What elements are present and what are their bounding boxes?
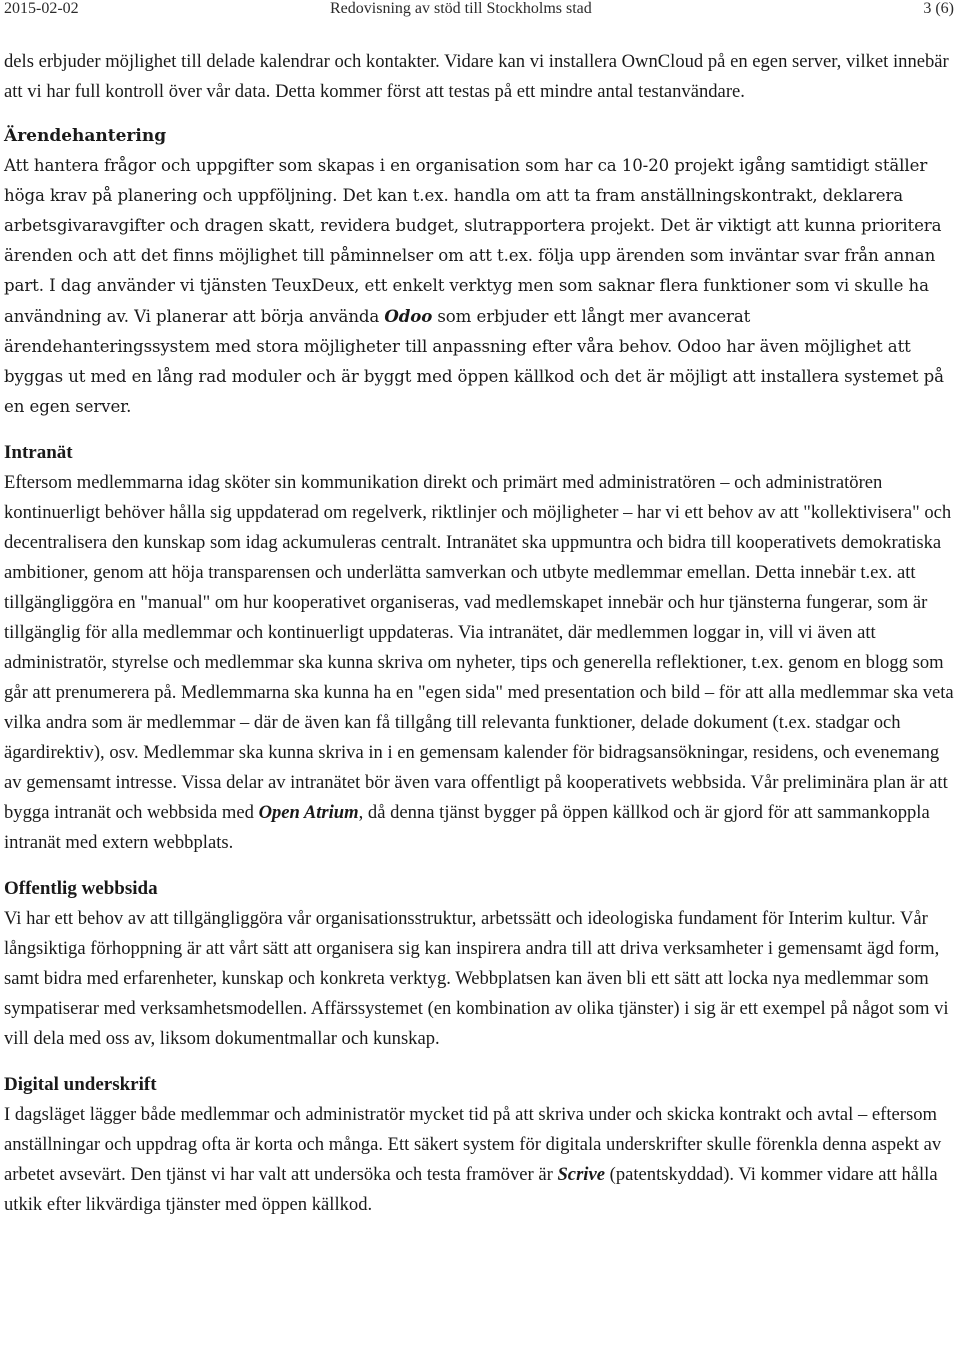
arendehantering-text-end: som erbjuder ett långt mer avancerat ärendehanteringssystem med stora möjligheter till anpassning efter våra behov. Odoo har även möjlighet att byggas ut med en lång rad moduler och är byggt med öppen källkod och det är möjligt att installera systemet på en egen server. bbox=[4, 307, 944, 416]
header-page-number: 3 (6) bbox=[923, 0, 954, 17]
section-arendehantering bbox=[4, 121, 958, 422]
header-title: Redovisning av stöd till Stockholms stad bbox=[330, 0, 592, 17]
header-date: 2015-02-02 bbox=[4, 0, 79, 17]
digital-underskrift-paragraph bbox=[4, 1100, 958, 1220]
section-intranat bbox=[4, 438, 958, 858]
intro-paragraph: dels erbjuder möjlighet till delade kalendrar och kontakter. Vidare kan vi installera OwnCloud på en egen server, vilket innebär att vi har full kontroll över vår data. Detta kommer först att testas på ett mindre antal testanvändare. bbox=[4, 51, 949, 102]
heading-intranat: Intranät bbox=[4, 442, 73, 463]
section-offentlig-webbsida bbox=[4, 874, 958, 1054]
product-name-open-atrium: Open Atrium bbox=[258, 802, 359, 823]
heading-digital-underskrift: Digital underskrift bbox=[4, 1074, 157, 1095]
product-name-odoo: Odoo bbox=[384, 306, 433, 326]
offentlig-webbsida-paragraph: Vi har ett behov av att tillgängliggöra vår organisationsstruktur, arbetssätt och ideologiska fundament för Interim kultur. Vår långsiktiga förhoppning är att vårt sätt att organisera sig kan inspirera andra till att driva verksamheter i gemensamt ägd form, samt bidra med erfarenheter, kunskap och konkreta verktyg. Webbplatsen kan även bli ett sätt att locka nya medlemmar som sympatiserar med verksamhetsmodellen. Affärssystemet (en kombination av olika tjänster) i sig är ett exempel på något som vi vill dela med oss av, liksom dokumentmallar och kunskap. bbox=[4, 908, 949, 1049]
heading-arendehantering: Ärendehantering bbox=[4, 126, 167, 146]
page-header bbox=[0, 0, 960, 20]
underskrift-text-start: I dagsläget lägger både medlemmar och administratör mycket tid på att skriva under och skicka kontrakt och avtal – eftersom anställningar och uppdrag ofta är korta och många. Ett säkert system för digitala underskrifter skulle förenkla denna aspekt av arbetet avsevärt. Den tjänst vi har valt att undersöka och testa framöver är bbox=[4, 1104, 942, 1185]
document-body bbox=[4, 47, 958, 1220]
intranat-text-start: Eftersom medlemmarna idag sköter sin kommunikation direkt och primärt med administratören – och administratören kontinuerligt behöver hålla sig uppdaterad om regelverk, riktlinjer och möjligheter – har vi ett behov av att "kollektivisera" och decentralisera den kunskap som idag ackumuleras centralt. Intranätet ska uppmuntra och bidra till kooperativets demokratiska ambitioner, genom att höja transparensen och underlätta samverkan och utbyte medlemmar emellan. Detta innebär t.ex. att tillgängliggöra en "manual" om hur kooperativet organiseras, vad medlemskapet innebär och hur tjänsterna fungerar, som är tillgänglig för alla medlemmar och kontinuerligt uppdateras. Via intranätet, där medlemmen loggar in, vill vi även att administratör, styrelse och medlemmar ska kunna skriva om nyheter, tips och generella reflektioner, t.ex. genom en blogg som går att prenumerera på. Medlemmarna ska kunna ha en "egen sida" med presentation och bild – för att alla medlemmar ska veta vilka andra som är medlemmar – där de även kan få tillgång till relevanta funktioner, delade dokument (t.ex. stadgar och ägardirektiv), osv. Medlemmar ska kunna skriva in i en gemensam kalender för bidragsansökningar, residens, och evenemang av gemensamt intresse. Vissa delar av intranätet bör även vara offentligt på kooperativets webbsida. Vår preliminära plan är att bygga intranät och webbsida med bbox=[4, 472, 954, 823]
arendehantering-paragraph bbox=[4, 151, 958, 422]
arendehantering-text-start: Att hantera frågor och uppgifter som skapas i en organisation som har ca 10-20 projekt igång samtidigt ställer höga krav på planering och uppföljning. Det kan t.ex. handla om att ta fram anställningskontrakt, deklarera arbetsgivaravgifter och dragen skatt, revidera budget, slutrapportera projekt. Det är viktigt att kunna prioritera ärenden och att det finns möjlighet till påminnelser om att t.ex. följa upp ärenden som inväntar svar från annan part. I dag använder vi tjänsten TeuxDeux, ett enkelt verktyg men som saknar flera funktioner som vi skulle ha användning av. Vi planerar att börja använda bbox=[4, 156, 942, 326]
intranat-text-end: , då denna tjänst bygger på öppen källkod och är gjord för att sammankoppla intranät med extern webbplats. bbox=[4, 802, 930, 853]
underskrift-text-end: (patentskyddad). Vi kommer vidare att hålla utkik efter likvärdiga tjänster med öppen källkod. bbox=[4, 1164, 938, 1215]
heading-offentlig-webbsida: Offentlig webbsida bbox=[4, 878, 158, 899]
intranat-paragraph bbox=[4, 468, 958, 858]
product-name-scrive: Scrive bbox=[557, 1164, 605, 1185]
section-digital-underskrift bbox=[4, 1070, 958, 1220]
